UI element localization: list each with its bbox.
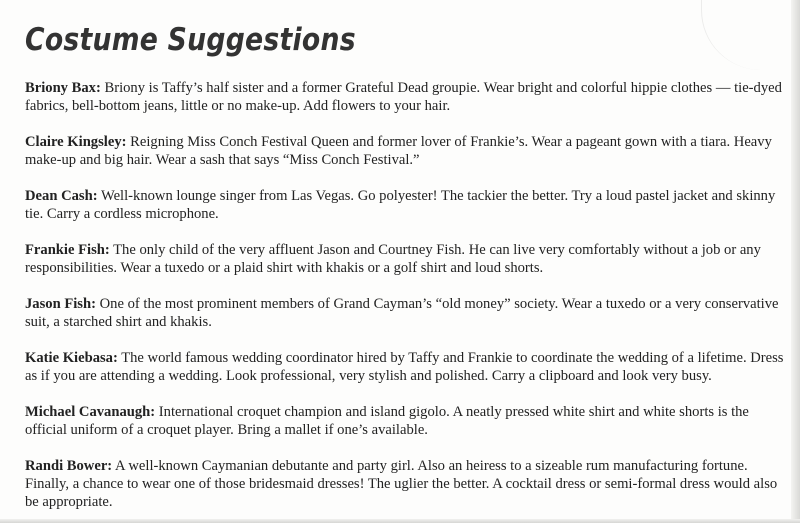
costume-entry-frankie-fish <box>25 241 785 277</box>
costume-description: The world famous wedding coordinator hired by Taffy and Frankie to coordinate the wedding of a lifetime. Dress as if you are attending a wedding. Look professional, very stylish and polished. Carry a clipboard and look very busy. <box>25 350 784 384</box>
costume-entry-claire-kingsley <box>25 133 785 169</box>
costume-description: A well-known Caymanian debutante and party girl. Also an heiress to a sizeable rum manufacturing fortune. Finally, a chance to wear one of those bridesmaid dresses! The uglier the better. A cocktail dress or semi-formal dress would also be appropriate. <box>25 458 778 510</box>
costume-description: The only child of the very affluent Jason and Courtney Fish. He can live very comfortably without a job or any responsibilities. Wear a tuxedo or a plaid shirt with khakis or a golf shirt and loud shorts. <box>25 242 761 276</box>
character-name: Dean Cash: <box>25 188 98 204</box>
character-name: Katie Kiebasa: <box>25 350 118 366</box>
costume-description: Well-known lounge singer from Las Vegas. Go polyester! The tackier the better. Try a loud pastel jacket and skinny tie. Carry a cordless microphone. <box>25 188 776 222</box>
character-name: Frankie Fish: <box>25 242 110 258</box>
character-name: Claire Kingsley: <box>25 134 127 150</box>
costume-entry-briony-bax <box>25 79 785 115</box>
character-name: Michael Cavanaugh: <box>25 404 156 420</box>
page-title: Costume Suggestions <box>25 22 356 58</box>
costume-entry-jason-fish <box>25 295 785 331</box>
costume-list <box>25 79 785 523</box>
costume-entry-randi-bower <box>25 457 785 511</box>
costume-entry-katie-kiebasa <box>25 349 785 385</box>
character-name: Jason Fish: <box>25 296 96 312</box>
paper-edge-right <box>791 0 800 523</box>
costume-entry-michael-cavanaugh <box>25 403 785 439</box>
costume-description: International croquet champion and island gigolo. A neatly pressed white shirt and white shorts is the official uniform of a croquet player. Bring a mallet if one’s available. <box>25 404 749 438</box>
costume-description: One of the most prominent members of Grand Cayman’s “old money” society. Wear a tuxedo or a very conservative suit, a starched shirt and khakis. <box>25 296 779 330</box>
paper-fold-mark <box>701 0 762 70</box>
costume-description: Reigning Miss Conch Festival Queen and former lover of Frankie’s. Wear a pageant gown with a tiara. Heavy make-up and big hair. Wear a sash that says “Miss Conch Festival.” <box>25 134 772 168</box>
costume-entry-dean-cash <box>25 187 785 223</box>
character-name: Briony Bax: <box>25 80 101 96</box>
character-name: Randi Bower: <box>25 458 113 474</box>
costume-description: Briony is Taffy’s half sister and a former Grateful Dead groupie. Wear bright and colorful hippie clothes — tie-dyed fabrics, bell-bottom jeans, little or no make-up. Add flowers to your hair. <box>25 80 782 114</box>
